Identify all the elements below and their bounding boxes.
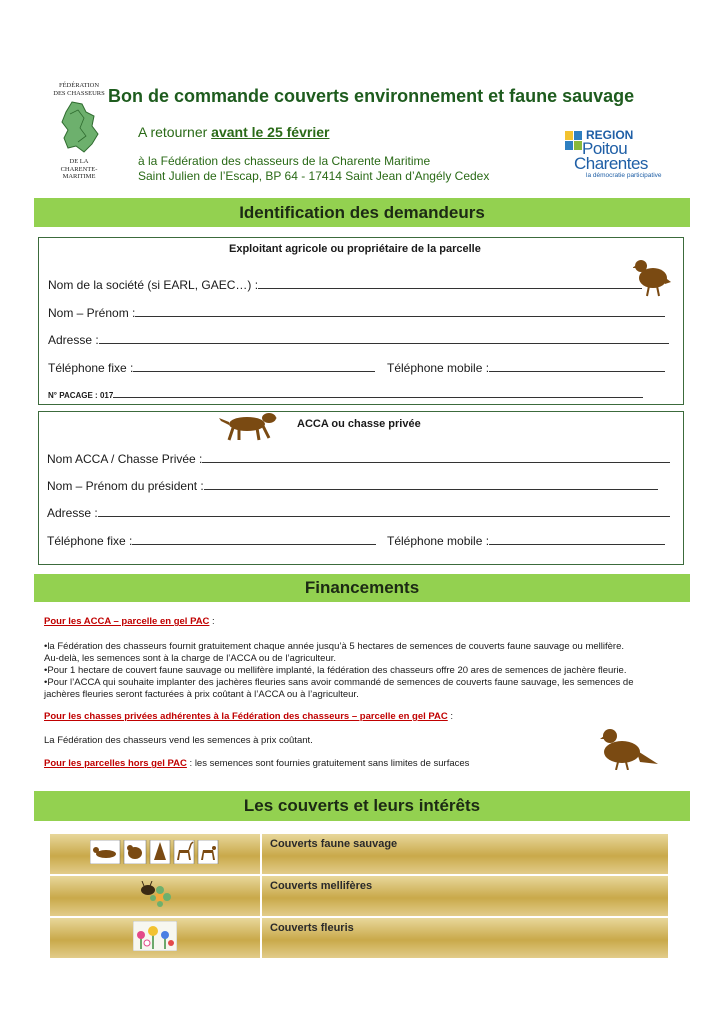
covers-table [48,832,670,960]
outside-pac-line [44,758,684,770]
farmer-form-box [38,237,684,405]
acca-address-field[interactable] [47,504,670,520]
president-name-field[interactable] [47,477,658,493]
farmer-phone-mobile-label: Téléphone mobile : [387,361,490,375]
acca-phone-mobile-field[interactable] [387,532,665,548]
cover-label-melliferous: Couverts mellifères [261,875,669,917]
section-couverts-bar: Les couverts et leurs intérêts [34,791,690,821]
acca-heading-text: Pour les ACCA – parcelle en gel PAC [44,616,210,627]
table-row [49,875,669,917]
pacage-field[interactable] [48,389,643,400]
farmer-phone-fixed-field[interactable] [48,359,375,375]
farmer-phone-mobile-field[interactable] [387,359,665,375]
farmer-phone-mobile-input-line[interactable] [489,359,665,372]
logo-bottom-line2: CHARENTE-MARITIME [60,166,98,180]
flowers-icon-cell [49,917,261,959]
farmer-name-label: Nom – Prénom : [48,306,136,320]
region-poitou-charentes-logo [564,128,660,184]
wildlife-icons-cell [49,833,261,875]
acca-phone-mobile-label: Téléphone mobile : [387,534,490,548]
return-deadline: avant le 25 février [211,124,330,140]
pacage-label: N° PACAGE : 017 [48,391,114,400]
flowers-icon [133,921,177,951]
federation-logo [50,82,108,178]
bee-flower-icon-cell [49,875,261,917]
farmer-address-input-line[interactable] [99,331,669,344]
acca-phone-mobile-input-line[interactable] [489,532,665,545]
return-prefix: A retourner [138,124,212,140]
farmer-name-field[interactable] [48,304,665,320]
farmer-address-label: Adresse : [48,333,99,347]
logo-top-line1: FÉDÉRATION [58,82,100,89]
region-tagline: la démocratie participative [586,172,662,179]
page-title: Bon de commande couverts environnement et faune sauvage [108,86,635,106]
acca-form-box [38,411,684,565]
acca-heading-suffix: : [209,616,215,627]
cover-label-flowers: Couverts fleuris [261,917,669,959]
address-line-2: Saint Julien de l’Escap, BP 64 - 17414 Saint Jean d’Angély Cedex [138,169,490,183]
bee-flower-icon [138,881,172,907]
region-name-line1: Poitou [582,139,628,158]
cover-label-wildlife: Couverts faune sauvage [261,833,669,875]
acca-paragraph-3b: jachères fleuries seront facturées à prix coûtant à l’ACCA ou à l’agriculteur. [44,689,359,700]
table-row [49,917,669,959]
section-financements-bar: Financements [34,574,690,602]
logo-bottom-line1: DE LA [69,158,89,165]
logo-top-line2: DES CHASSEURS [53,90,105,97]
president-name-label: Nom – Prénom du président : [47,479,204,493]
acca-name-label: Nom ACCA / Chasse Privée : [47,452,203,466]
acca-paragraph-3a: •Pour l’ACCA qui souhaite implanter des jachères fleuries sans avoir commandé de semences de couverts faune sauvage, les semences de [44,677,634,688]
acca-address-label: Adresse : [47,506,98,520]
acca-name-input-line[interactable] [202,450,670,463]
region-emblem-icon [564,130,584,152]
farmer-address-field[interactable] [48,331,669,347]
acca-paragraph-1a: •la Fédération des chasseurs fournit gratuitement chaque année jusqu’à 5 hectares de semences de couverts faune sauvage ou mellifère. [44,641,625,652]
wildlife-icons [90,840,220,864]
acca-phone-fixed-input-line[interactable] [132,532,376,545]
return-instruction [138,124,329,140]
address-line-1: à la Fédération des chasseurs de la Charente Maritime [138,154,431,168]
acca-address-input-line[interactable] [98,504,670,517]
charente-map-icon [58,100,100,154]
acca-paragraph-1b: Au-delà, les semences sont à la charge de l’ACCA ou de l’agriculteur. [44,653,337,664]
president-name-input-line[interactable] [204,477,658,490]
acca-phone-fixed-field[interactable] [47,532,376,548]
company-field[interactable] [48,276,642,292]
outside-pac-heading: Pour les parcelles hors gel PAC [44,758,187,769]
hunting-dog-icon [219,408,277,442]
table-row [49,833,669,875]
company-label: Nom de la société (si EARL, GAEC…) : [48,278,259,292]
outside-pac-text: : les semences sont fournies gratuitement sans limites de surfaces [186,758,470,769]
pacage-input-line[interactable] [113,389,643,398]
region-word: REGION [586,128,634,142]
acca-heading [44,616,684,628]
private-hunt-heading-text: Pour les chasses privées adhérentes à la Fédération des chasseurs – parcelle en gel PAC [44,711,448,722]
company-input-line[interactable] [258,276,642,289]
private-hunt-heading [44,711,684,723]
region-name-line2: Charentes [574,154,648,173]
acca-phone-fixed-label: Téléphone fixe : [47,534,133,548]
section-identification-bar: Identification des demandeurs [34,198,690,227]
private-hunt-text: La Fédération des chasseurs vend les semences à prix coûtant. [44,735,313,746]
partridge-icon-2 [600,724,658,770]
acca-name-field[interactable] [47,450,670,466]
acca-box-heading: ACCA ou chasse privée [297,418,421,430]
farmer-name-input-line[interactable] [135,304,665,317]
acca-paragraph-2: •Pour 1 hectare de couvert faune sauvage ou mellifère implanté, la fédération des chasseurs offre 20 ares de semences de jachère fleurie. [44,665,627,676]
private-hunt-heading-suffix: : [447,711,454,722]
farmer-phone-fixed-label: Téléphone fixe : [48,361,134,375]
farmer-phone-fixed-input-line[interactable] [133,359,375,372]
farmer-box-heading: Exploitant agricole ou propriétaire de la parcelle [229,243,481,255]
